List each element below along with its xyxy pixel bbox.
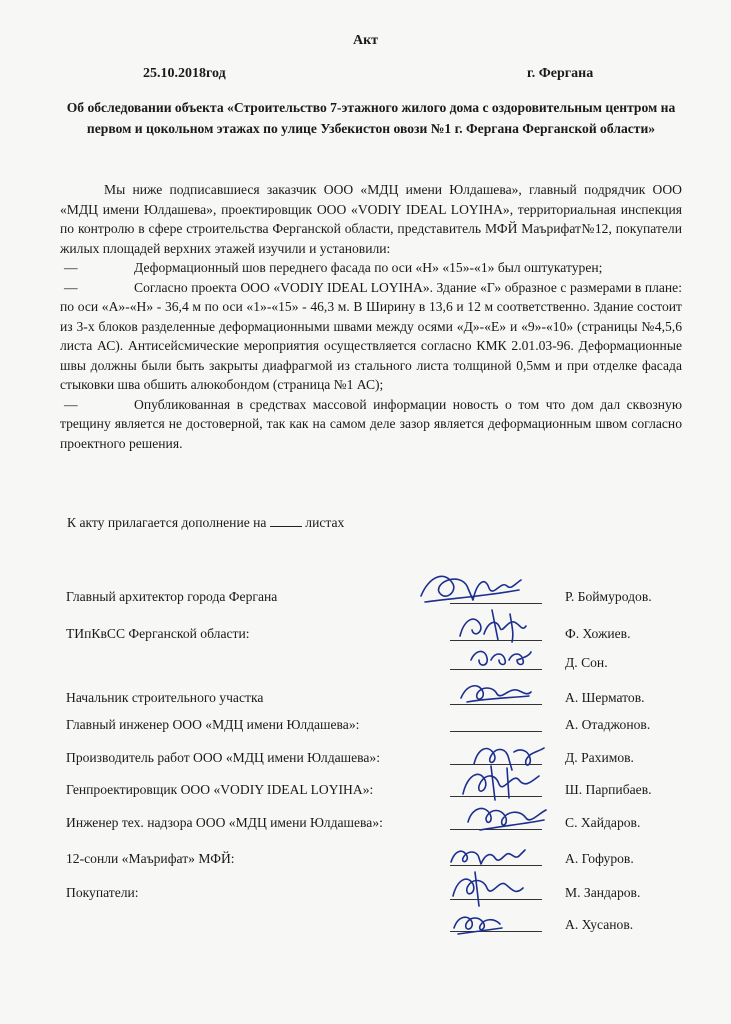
appendix-blank [270, 514, 302, 527]
signatory-name: Ф. Хожиев. [565, 626, 631, 641]
signatory-role: Производитель работ ООО «МДЦ имени Юлдашева»: [66, 750, 380, 765]
signatory-role: Главный архитектор города Фергана [66, 589, 278, 604]
signatory-name: А. Гофуров. [565, 851, 634, 866]
finding-item-1 [60, 258, 682, 278]
signatory-name: Д. Сон. [565, 655, 608, 670]
document-date: 25.10.2018год [143, 66, 226, 81]
signatory-row [0, 750, 731, 772]
signatory-row [0, 589, 731, 611]
signatory-name: А. Хусанов. [565, 917, 634, 932]
appendix-text-after: листах [305, 515, 345, 530]
signatory-role: Покупатели: [66, 885, 139, 900]
intro-paragraph: Мы ниже подписавшиеся заказчик ООО «МДЦ имени Юлдашева», главный подрядчик ООО «МДЦ имени Юлдашева», проектировщик ООО «VODIY IDEAL LOYIHA», территориальная инспекция по контролю в сфере строительства Ферганской области, представитель МФЙ Маърифат№12, покупатели жилых площадей верхних этажей изучили и установили: [60, 182, 682, 256]
appendix-note [67, 514, 344, 531]
signatory-name: Д. Рахимов. [565, 750, 634, 765]
signatory-name: С. Хайдаров. [565, 815, 641, 830]
signatory-name: А. Отаджонов. [565, 717, 651, 732]
handwritten-signature [455, 676, 535, 708]
handwritten-signature [445, 866, 529, 910]
signatory-row [0, 655, 731, 677]
document-city: г. Фергана [527, 66, 594, 81]
signatory-row [0, 917, 731, 939]
signatory-role: 12-сонли «Маърифат» МФЙ: [66, 851, 235, 866]
signatory-name: М. Зандаров. [565, 885, 641, 900]
handwritten-signature [462, 796, 550, 836]
handwritten-signature [452, 606, 532, 646]
signatory-row [0, 885, 731, 907]
signatory-name: А. Шерматов. [565, 690, 645, 705]
finding-text-1: Деформационный шов переднего фасада по оси «Н» «15»-«1» был оштукатурен; [134, 260, 603, 275]
finding-text-2: Согласно проекта ООО «VODIY IDEAL LOYIHA». Здание «Г» образное с размерами в плане: по оси «А»-«Н» - 36,4 м по оси «1»-«15» - 46,3 м. В Ширину в 13,6 и 12 м соответственно. Здание состоит из 3-х блоков разделенные деформационными швами между осями «Д»-«Е» и «9»-«10» (страницы №4,5,6 листа АС). Антисейсмические мероприятия осуществляется согласно КМК 2.01.03-96. Деформационные швы должны были быть закрыты диафрагмой из стального листа толщиной 0,5мм и при отделке фасада стыковки шва обшить алюкобондом (страница №1 АС); [60, 279, 682, 392]
handwritten-signature [465, 642, 535, 674]
document-title: Акт [352, 33, 379, 48]
signatory-row [0, 851, 731, 873]
handwritten-signature [415, 566, 525, 610]
dash-bullet: — [64, 396, 78, 412]
dash-bullet: — [64, 279, 78, 295]
signatory-row [0, 690, 731, 712]
appendix-text-before: К акту прилагается дополнение на [67, 515, 267, 530]
signatory-role: Главный инженер ООО «МДЦ имени Юлдашева»: [66, 717, 360, 732]
signatory-role: Инженер тех. надзора ООО «МДЦ имени Юлдашева»: [66, 815, 383, 830]
signatory-role: ТИпКвСС Ферганской области: [66, 626, 250, 641]
document-subject: Об обследовании объекта «Строительство 7-этажного жилого дома с оздоровительным центром на первом и цокольном этажах по улице Узбекистон овози №1 г. Фергана Ферганской области» [66, 100, 676, 136]
signatory-row [0, 815, 731, 837]
finding-text-3: Опубликованная в средствах массовой информации новость о том что дом дал сквозную трещину является не достоверной, так как на самом деле зазор является деформационным швом согласно проектного решения. [60, 396, 682, 451]
dash-bullet: — [64, 260, 78, 275]
finding-item-3 [60, 395, 682, 454]
signatory-row [0, 626, 731, 648]
finding-item-2 [60, 278, 682, 395]
signature-line [450, 731, 542, 732]
signatory-role: Генпроектировщик ООО «VODIY IDEAL LOYIHA»: [66, 782, 374, 797]
signatory-role: Начальник строительного участка [66, 690, 264, 705]
signatory-row [0, 782, 731, 804]
handwritten-signature [448, 906, 508, 940]
signatory-name: Ш. Парпибаев. [565, 782, 652, 797]
signatory-row [0, 717, 731, 739]
document-body [60, 180, 682, 453]
signatory-name: Р. Боймуродов. [565, 589, 652, 604]
